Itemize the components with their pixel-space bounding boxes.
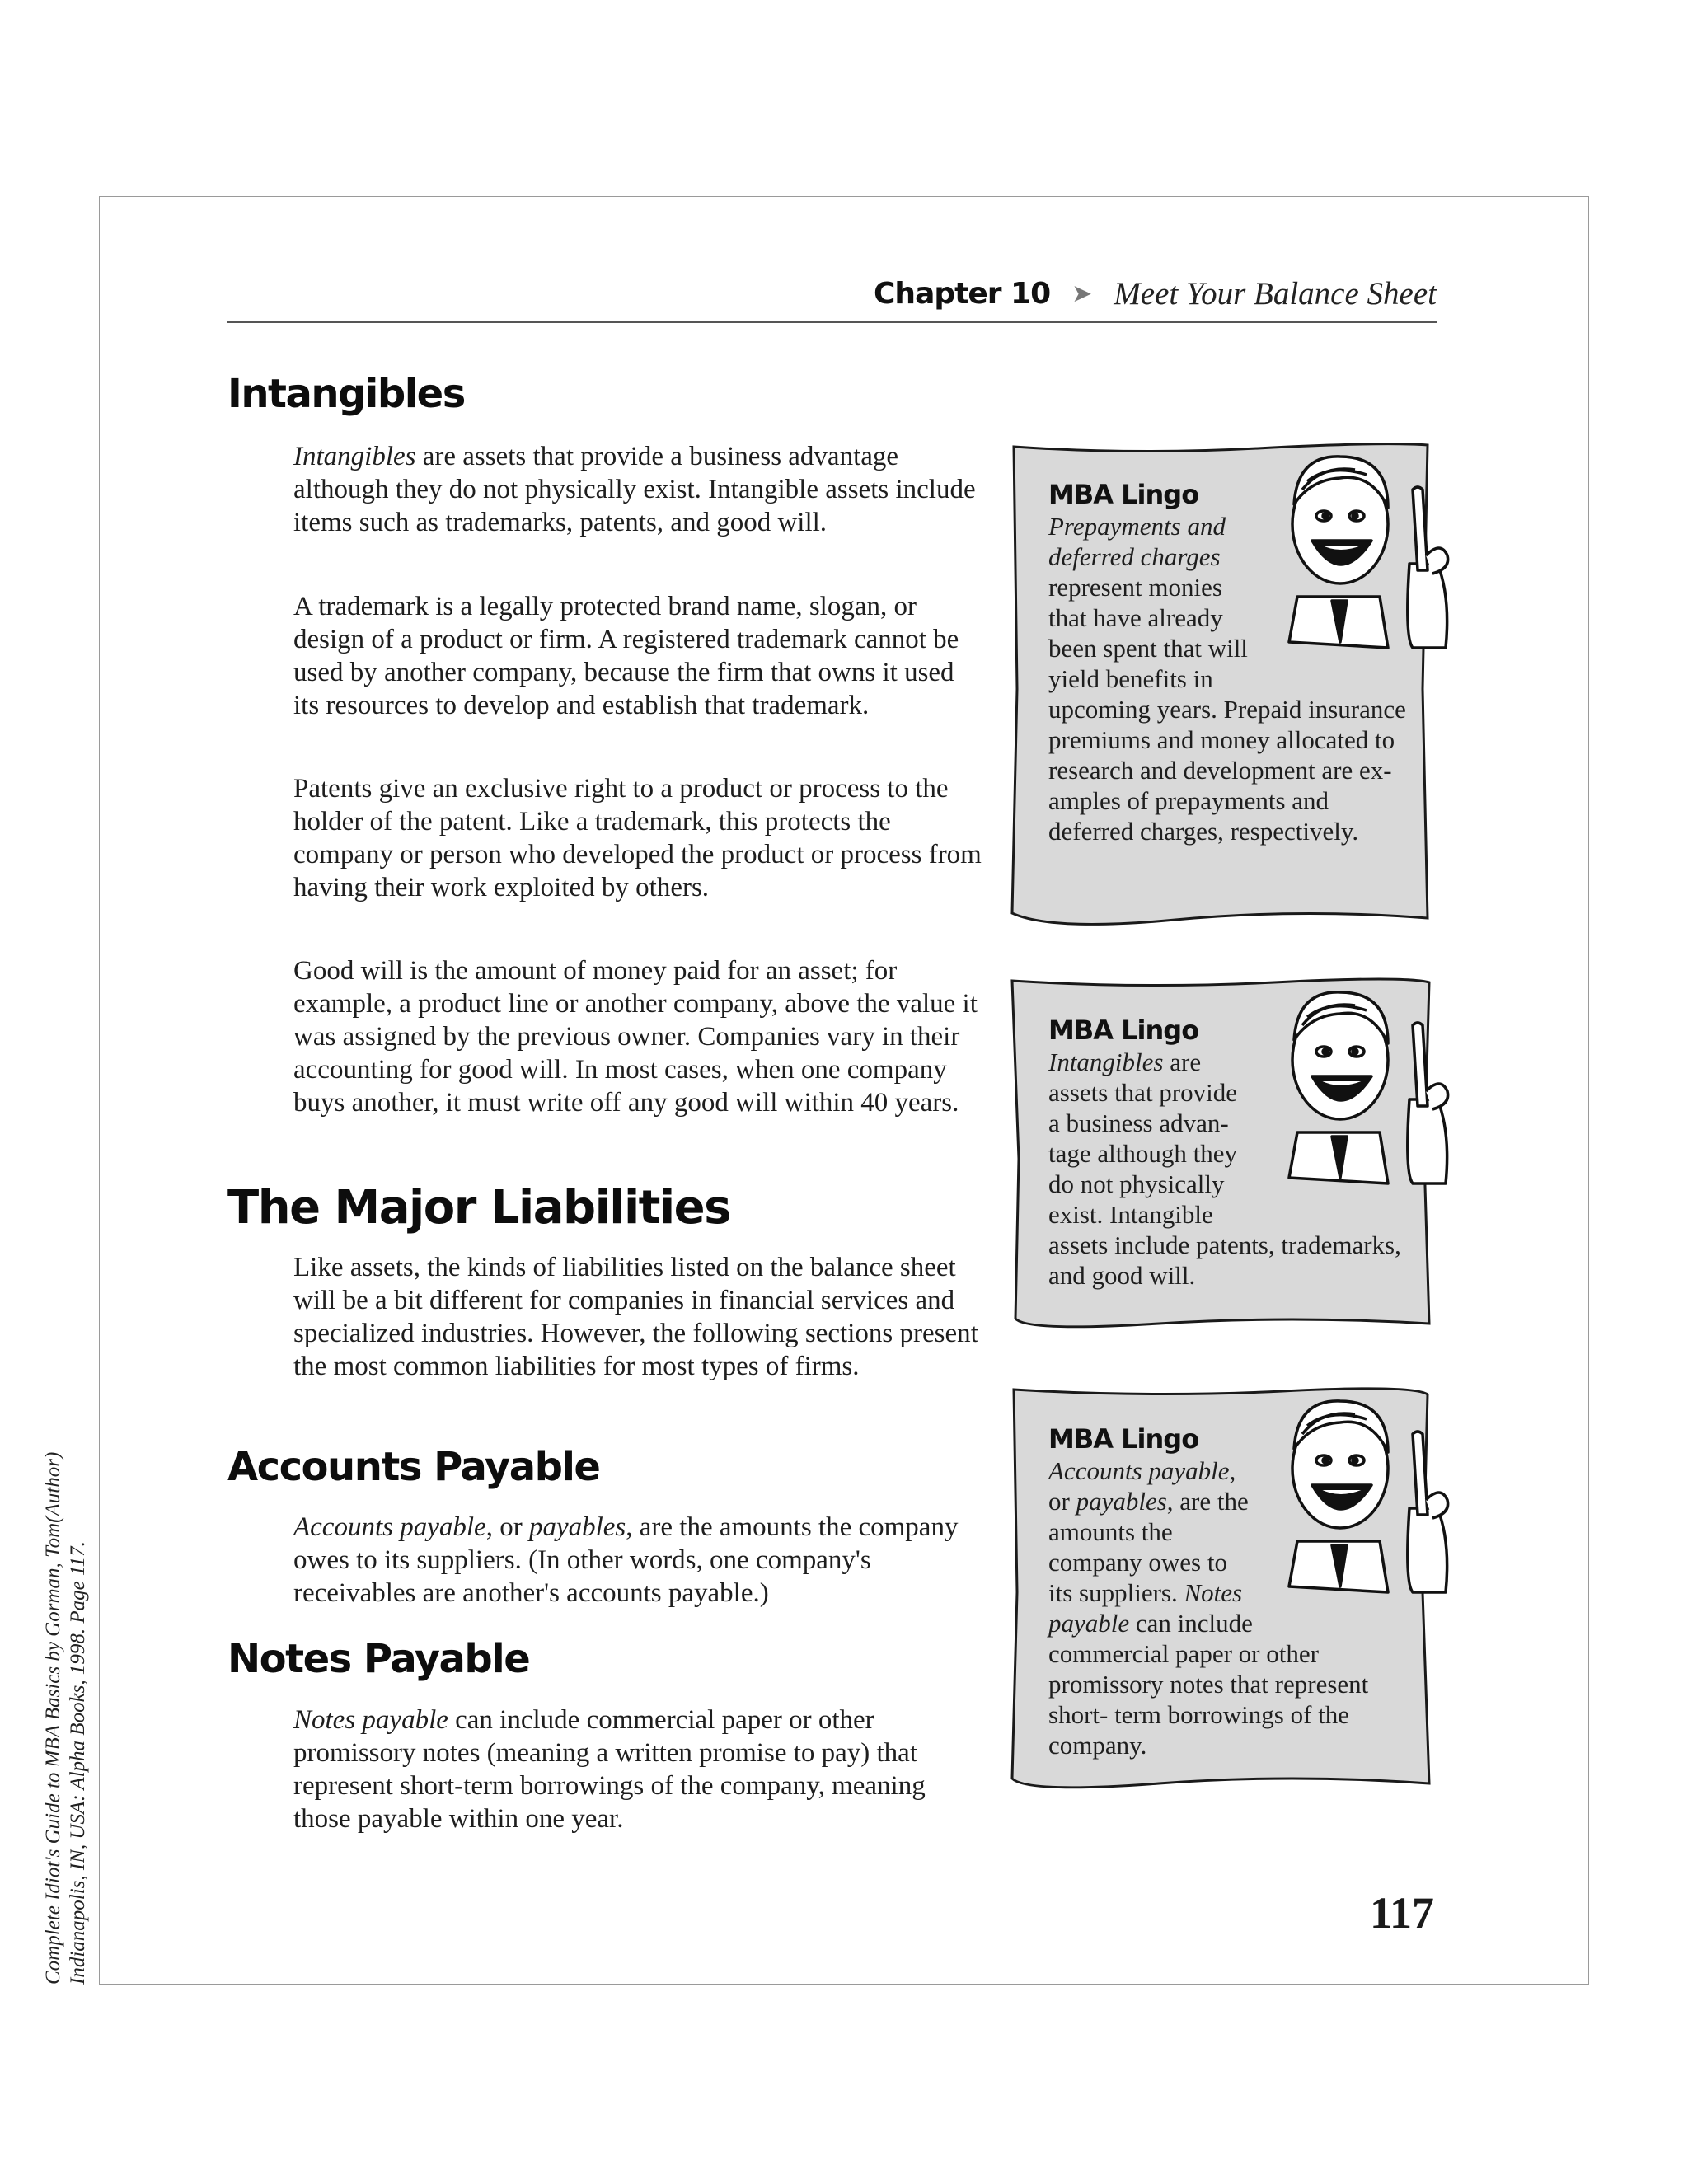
credit-line-2: Indianapolis, IN, USA: Alpha Books, 1998. Page 117. bbox=[67, 1541, 89, 1985]
sidebar-body: can include commercial paper or other promissory notes that represent short- term borrowings of the company. bbox=[1048, 1609, 1369, 1760]
paragraph-intangibles-1 bbox=[293, 440, 986, 539]
paragraph-text: can include commercial paper or other promissory notes (meaning a written promise to pay) that represent short-term borrowings of the company, meaning those payable within one year. bbox=[293, 1705, 926, 1834]
arrow-icon: ➤ bbox=[1071, 279, 1093, 308]
paragraph-text: , or bbox=[485, 1512, 529, 1542]
sidebar-body: , are the amounts the company owes to its suppliers. bbox=[1048, 1487, 1249, 1607]
sidebar-body: are assets that provide a business advan- tage although they do not physically exist. Intangible assets include patents, trademarks, and good will. bbox=[1048, 1047, 1401, 1290]
sidebar-term: Notes payable bbox=[1048, 1578, 1243, 1638]
chapter-title: Meet Your Balance Sheet bbox=[1114, 275, 1437, 312]
paragraph-patents: Patents give an exclusive right to a product or process to the holder of the patent. Like a trademark, this protects the company or person who developed the product or process from having their work exploited by others. bbox=[293, 774, 982, 902]
sidebar-mba-lingo-1 bbox=[1010, 442, 1431, 928]
sidebar-term: Prepayments and deferred charges bbox=[1048, 512, 1226, 571]
paragraph-accounts-payable bbox=[293, 1511, 986, 1610]
heading-major-liabilities: The Major Liabilities bbox=[227, 1181, 730, 1235]
heading-accounts-payable: Accounts Payable bbox=[227, 1444, 600, 1490]
paragraph-notes-payable bbox=[293, 1704, 986, 1835]
sidebar-title: MBA Lingo bbox=[1048, 1423, 1199, 1455]
sidebar-body: represent monies that have already been spent that will yield benefits in upcoming years. Prepaid insurance premiums and money allocated to research and development are ex- amples of prepayments and deferred charges, respectively. bbox=[1048, 573, 1406, 846]
paragraph-trademark: A trademark is a legally protected brand name, slogan, or design of a product or firm. A registered trademark cannot be used by another company, because the firm that owns it used its resources to develop and establish that trademark. bbox=[293, 592, 959, 720]
chapter-label: Chapter 10 bbox=[874, 276, 1051, 311]
page-number: 117 bbox=[1369, 1888, 1434, 1938]
sidebar-term: Accounts payable, bbox=[1048, 1456, 1236, 1485]
term-intangibles: Intangibles bbox=[293, 442, 416, 471]
term-accounts-payable: Accounts payable bbox=[293, 1512, 486, 1542]
sidebar-title: MBA Lingo bbox=[1048, 1015, 1199, 1046]
credit-line-1: Complete Idiot's Guide to MBA Basics by Gorman, Tom(Author) bbox=[42, 1451, 64, 1985]
paragraph-text: , are the amounts the company owes to its suppliers. (In other words, one company's receivables are another's accounts payable.) bbox=[293, 1512, 959, 1608]
sidebar-term: payables bbox=[1076, 1487, 1167, 1516]
sidebar-body: or bbox=[1048, 1487, 1076, 1516]
sidebar-title: MBA Lingo bbox=[1048, 479, 1199, 510]
paragraph-text: are assets that provide a business advantage although they do not physically exist. Intangible assets include items such as trademarks, patents, and good will. bbox=[293, 442, 976, 537]
heading-intangibles: Intangibles bbox=[227, 371, 465, 417]
paragraph-goodwill: Good will is the amount of money paid for an asset; for example, a product line or another company, above the value it was assigned by the previous owner. Companies vary in their accounting for good will. In most cases, when one company buys another, it must write off any good will within 40 years. bbox=[293, 956, 978, 1118]
heading-notes-payable: Notes Payable bbox=[227, 1636, 530, 1682]
term-notes-payable: Notes payable bbox=[293, 1705, 448, 1735]
sidebar-text-2 bbox=[1048, 1014, 1411, 1291]
sidebar-mba-lingo-2 bbox=[1010, 977, 1431, 1329]
side-credit bbox=[41, 1391, 91, 1985]
sidebar-text-1 bbox=[1048, 478, 1411, 846]
sidebar-text-3 bbox=[1048, 1422, 1411, 1760]
sidebar-term: Intangibles bbox=[1048, 1047, 1164, 1076]
paragraph-liabilities: Like assets, the kinds of liabilities listed on the balance sheet will be a bit different for companies in financial services and specialized industries. However, the following sections present the most common liabilities for most types of firms. bbox=[293, 1253, 978, 1381]
term-payables: payables bbox=[528, 1512, 626, 1542]
running-header bbox=[227, 265, 1437, 323]
sidebar-mba-lingo-3 bbox=[1010, 1386, 1431, 1788]
